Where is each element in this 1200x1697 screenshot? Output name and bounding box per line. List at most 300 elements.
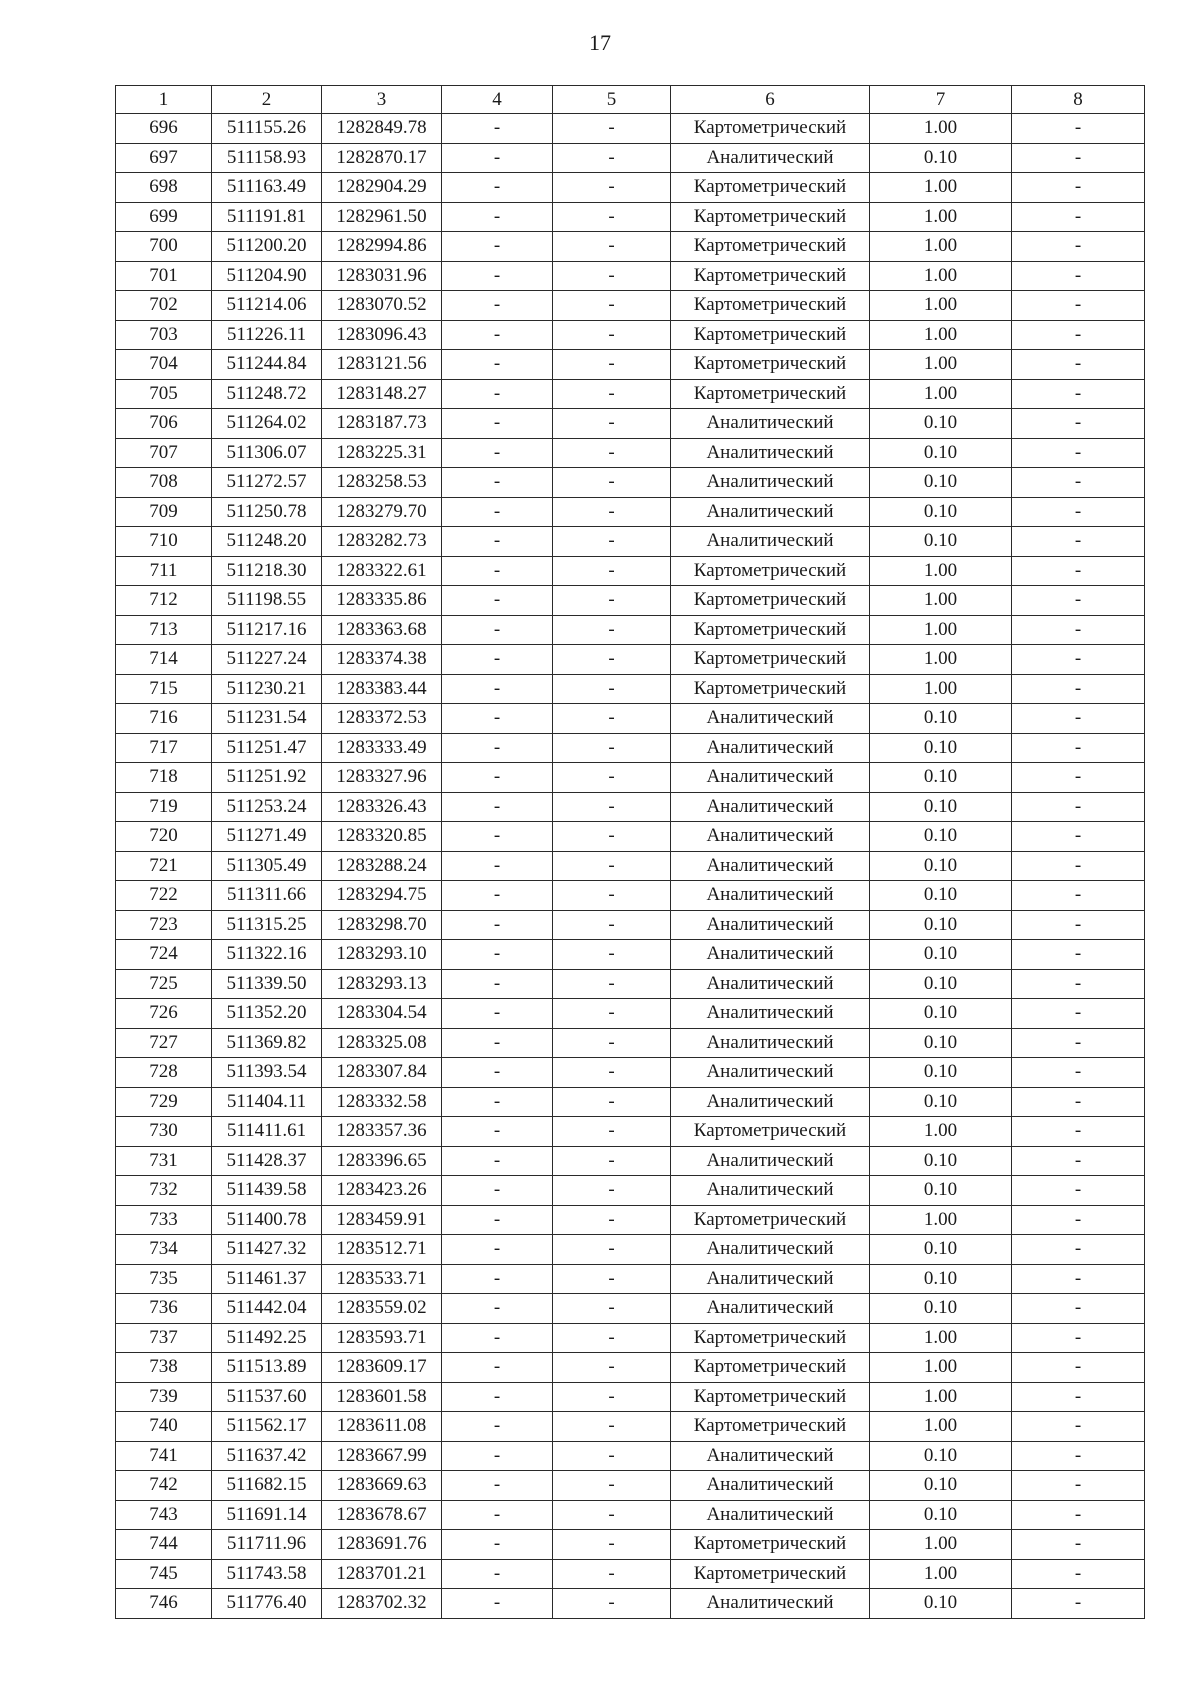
- accuracy-cell: 1.00: [870, 320, 1012, 350]
- y-coordinate-cell: 1283258.53: [322, 468, 442, 498]
- col5-cell: -: [553, 1087, 671, 1117]
- col5-cell: -: [553, 1235, 671, 1265]
- method-cell: Картометрический: [671, 674, 870, 704]
- col8-cell: -: [1012, 733, 1145, 763]
- col4-cell: -: [442, 792, 553, 822]
- method-cell: Аналитический: [671, 940, 870, 970]
- accuracy-cell: 0.10: [870, 143, 1012, 173]
- point-number-cell: 703: [116, 320, 212, 350]
- method-cell: Картометрический: [671, 586, 870, 616]
- x-coordinate-cell: 511315.25: [212, 910, 322, 940]
- table-row: [116, 733, 1145, 763]
- y-coordinate-cell: 1283335.86: [322, 586, 442, 616]
- method-cell: Аналитический: [671, 527, 870, 557]
- col5-cell: -: [553, 1058, 671, 1088]
- col4-cell: -: [442, 733, 553, 763]
- col5-cell: -: [553, 1500, 671, 1530]
- col5-cell: -: [553, 202, 671, 232]
- col8-cell: -: [1012, 704, 1145, 734]
- col8-cell: -: [1012, 1235, 1145, 1265]
- x-coordinate-cell: 511562.17: [212, 1412, 322, 1442]
- x-coordinate-cell: 511248.20: [212, 527, 322, 557]
- col8-cell: -: [1012, 1176, 1145, 1206]
- x-coordinate-cell: 511682.15: [212, 1471, 322, 1501]
- col5-cell: -: [553, 1353, 671, 1383]
- col5-cell: -: [553, 1559, 671, 1589]
- x-coordinate-cell: 511369.82: [212, 1028, 322, 1058]
- col8-cell: -: [1012, 851, 1145, 881]
- method-cell: Картометрический: [671, 232, 870, 262]
- point-number-cell: 741: [116, 1441, 212, 1471]
- x-coordinate-cell: 511158.93: [212, 143, 322, 173]
- accuracy-cell: 0.10: [870, 1028, 1012, 1058]
- col5-cell: -: [553, 379, 671, 409]
- method-cell: Картометрический: [671, 615, 870, 645]
- x-coordinate-cell: 511218.30: [212, 556, 322, 586]
- col4-cell: -: [442, 763, 553, 793]
- table-row: [116, 1530, 1145, 1560]
- col4-cell: -: [442, 822, 553, 852]
- y-coordinate-cell: 1283148.27: [322, 379, 442, 409]
- table-row: [116, 438, 1145, 468]
- method-cell: Картометрический: [671, 1117, 870, 1147]
- x-coordinate-cell: 511227.24: [212, 645, 322, 675]
- y-coordinate-cell: 1283396.65: [322, 1146, 442, 1176]
- point-number-cell: 717: [116, 733, 212, 763]
- col5-cell: -: [553, 1323, 671, 1353]
- x-coordinate-cell: 511411.61: [212, 1117, 322, 1147]
- y-coordinate-cell: 1283304.54: [322, 999, 442, 1029]
- col5-cell: -: [553, 999, 671, 1029]
- accuracy-cell: 0.10: [870, 704, 1012, 734]
- y-coordinate-cell: 1283669.63: [322, 1471, 442, 1501]
- x-coordinate-cell: 511250.78: [212, 497, 322, 527]
- col4-cell: -: [442, 851, 553, 881]
- method-cell: Картометрический: [671, 379, 870, 409]
- method-cell: Аналитический: [671, 822, 870, 852]
- y-coordinate-cell: 1283601.58: [322, 1382, 442, 1412]
- accuracy-cell: 0.10: [870, 1471, 1012, 1501]
- point-number-cell: 724: [116, 940, 212, 970]
- method-cell: Аналитический: [671, 409, 870, 439]
- table-row: [116, 586, 1145, 616]
- col4-cell: -: [442, 1028, 553, 1058]
- point-number-cell: 725: [116, 969, 212, 999]
- point-number-cell: 697: [116, 143, 212, 173]
- col8-cell: -: [1012, 1412, 1145, 1442]
- point-number-cell: 707: [116, 438, 212, 468]
- table-row: [116, 350, 1145, 380]
- y-coordinate-cell: 1283031.96: [322, 261, 442, 291]
- method-cell: Аналитический: [671, 792, 870, 822]
- col5-cell: -: [553, 881, 671, 911]
- column-header: 1: [116, 86, 212, 114]
- col8-cell: -: [1012, 1500, 1145, 1530]
- accuracy-cell: 0.10: [870, 969, 1012, 999]
- column-header: 7: [870, 86, 1012, 114]
- col8-cell: -: [1012, 822, 1145, 852]
- point-number-cell: 729: [116, 1087, 212, 1117]
- col4-cell: -: [442, 1530, 553, 1560]
- table-row: [116, 468, 1145, 498]
- x-coordinate-cell: 511461.37: [212, 1264, 322, 1294]
- accuracy-cell: 0.10: [870, 999, 1012, 1029]
- col4-cell: -: [442, 704, 553, 734]
- y-coordinate-cell: 1283320.85: [322, 822, 442, 852]
- table-row: [116, 1323, 1145, 1353]
- method-cell: Аналитический: [671, 910, 870, 940]
- method-cell: Аналитический: [671, 1441, 870, 1471]
- accuracy-cell: 1.00: [870, 674, 1012, 704]
- accuracy-cell: 1.00: [870, 379, 1012, 409]
- accuracy-cell: 1.00: [870, 1530, 1012, 1560]
- col8-cell: -: [1012, 999, 1145, 1029]
- x-coordinate-cell: 511251.47: [212, 733, 322, 763]
- x-coordinate-cell: 511322.16: [212, 940, 322, 970]
- column-header: 5: [553, 86, 671, 114]
- table-row: [116, 409, 1145, 439]
- col5-cell: -: [553, 1176, 671, 1206]
- col5-cell: -: [553, 350, 671, 380]
- col4-cell: -: [442, 1412, 553, 1442]
- accuracy-cell: 1.00: [870, 1353, 1012, 1383]
- table-row: [116, 1382, 1145, 1412]
- col5-cell: -: [553, 822, 671, 852]
- col5-cell: -: [553, 1589, 671, 1619]
- col4-cell: -: [442, 1500, 553, 1530]
- accuracy-cell: 0.10: [870, 763, 1012, 793]
- x-coordinate-cell: 511253.24: [212, 792, 322, 822]
- method-cell: Аналитический: [671, 1235, 870, 1265]
- table-row: [116, 556, 1145, 586]
- table-row: [116, 1353, 1145, 1383]
- y-coordinate-cell: 1283363.68: [322, 615, 442, 645]
- point-number-cell: 700: [116, 232, 212, 262]
- col5-cell: -: [553, 497, 671, 527]
- table-row: [116, 645, 1145, 675]
- point-number-cell: 737: [116, 1323, 212, 1353]
- col5-cell: -: [553, 291, 671, 321]
- accuracy-cell: 1.00: [870, 645, 1012, 675]
- x-coordinate-cell: 511439.58: [212, 1176, 322, 1206]
- table-row: [116, 822, 1145, 852]
- accuracy-cell: 0.10: [870, 733, 1012, 763]
- accuracy-cell: 0.10: [870, 1500, 1012, 1530]
- col4-cell: -: [442, 143, 553, 173]
- col4-cell: -: [442, 1471, 553, 1501]
- accuracy-cell: 1.00: [870, 1323, 1012, 1353]
- table-row: [116, 1500, 1145, 1530]
- col4-cell: -: [442, 1146, 553, 1176]
- point-number-cell: 721: [116, 851, 212, 881]
- col4-cell: -: [442, 910, 553, 940]
- y-coordinate-cell: 1283298.70: [322, 910, 442, 940]
- col5-cell: -: [553, 969, 671, 999]
- accuracy-cell: 1.00: [870, 114, 1012, 144]
- point-number-cell: 742: [116, 1471, 212, 1501]
- y-coordinate-cell: 1283333.49: [322, 733, 442, 763]
- point-number-cell: 728: [116, 1058, 212, 1088]
- col5-cell: -: [553, 527, 671, 557]
- x-coordinate-cell: 511163.49: [212, 173, 322, 203]
- x-coordinate-cell: 511404.11: [212, 1087, 322, 1117]
- col4-cell: -: [442, 1323, 553, 1353]
- point-number-cell: 734: [116, 1235, 212, 1265]
- col4-cell: -: [442, 527, 553, 557]
- x-coordinate-cell: 511231.54: [212, 704, 322, 734]
- col4-cell: -: [442, 202, 553, 232]
- table-row: [116, 1087, 1145, 1117]
- x-coordinate-cell: 511200.20: [212, 232, 322, 262]
- point-number-cell: 698: [116, 173, 212, 203]
- point-number-cell: 745: [116, 1559, 212, 1589]
- table-row: [116, 173, 1145, 203]
- accuracy-cell: 0.10: [870, 527, 1012, 557]
- accuracy-cell: 0.10: [870, 822, 1012, 852]
- col8-cell: -: [1012, 527, 1145, 557]
- col4-cell: -: [442, 645, 553, 675]
- col8-cell: -: [1012, 969, 1145, 999]
- point-number-cell: 730: [116, 1117, 212, 1147]
- y-coordinate-cell: 1283374.38: [322, 645, 442, 675]
- y-coordinate-cell: 1283332.58: [322, 1087, 442, 1117]
- col5-cell: -: [553, 704, 671, 734]
- x-coordinate-cell: 511244.84: [212, 350, 322, 380]
- col8-cell: -: [1012, 1264, 1145, 1294]
- accuracy-cell: 0.10: [870, 881, 1012, 911]
- table-row: [116, 202, 1145, 232]
- col8-cell: -: [1012, 114, 1145, 144]
- col5-cell: -: [553, 1471, 671, 1501]
- col4-cell: -: [442, 350, 553, 380]
- col8-cell: -: [1012, 1530, 1145, 1560]
- col8-cell: -: [1012, 1353, 1145, 1383]
- col5-cell: -: [553, 320, 671, 350]
- y-coordinate-cell: 1283512.71: [322, 1235, 442, 1265]
- y-coordinate-cell: 1283279.70: [322, 497, 442, 527]
- method-cell: Картометрический: [671, 202, 870, 232]
- table-row: [116, 969, 1145, 999]
- table-row: [116, 1146, 1145, 1176]
- col8-cell: -: [1012, 1294, 1145, 1324]
- x-coordinate-cell: 511271.49: [212, 822, 322, 852]
- table-row: [116, 497, 1145, 527]
- point-number-cell: 735: [116, 1264, 212, 1294]
- table-row: [116, 1412, 1145, 1442]
- table-row: [116, 792, 1145, 822]
- col8-cell: -: [1012, 645, 1145, 675]
- table-row: [116, 261, 1145, 291]
- col8-cell: -: [1012, 468, 1145, 498]
- y-coordinate-cell: 1283357.36: [322, 1117, 442, 1147]
- method-cell: Картометрический: [671, 173, 870, 203]
- table-body: [116, 114, 1145, 1619]
- x-coordinate-cell: 511251.92: [212, 763, 322, 793]
- col5-cell: -: [553, 1205, 671, 1235]
- col4-cell: -: [442, 438, 553, 468]
- x-coordinate-cell: 511711.96: [212, 1530, 322, 1560]
- col5-cell: -: [553, 261, 671, 291]
- point-number-cell: 739: [116, 1382, 212, 1412]
- column-header: 2: [212, 86, 322, 114]
- x-coordinate-cell: 511198.55: [212, 586, 322, 616]
- accuracy-cell: 1.00: [870, 173, 1012, 203]
- col4-cell: -: [442, 261, 553, 291]
- y-coordinate-cell: 1283423.26: [322, 1176, 442, 1206]
- method-cell: Аналитический: [671, 999, 870, 1029]
- col8-cell: -: [1012, 1058, 1145, 1088]
- method-cell: Аналитический: [671, 1471, 870, 1501]
- col4-cell: -: [442, 940, 553, 970]
- accuracy-cell: 1.00: [870, 1382, 1012, 1412]
- col4-cell: -: [442, 1294, 553, 1324]
- y-coordinate-cell: 1283225.31: [322, 438, 442, 468]
- point-number-cell: 740: [116, 1412, 212, 1442]
- accuracy-cell: 1.00: [870, 291, 1012, 321]
- col8-cell: -: [1012, 173, 1145, 203]
- col5-cell: -: [553, 586, 671, 616]
- point-number-cell: 716: [116, 704, 212, 734]
- point-number-cell: 727: [116, 1028, 212, 1058]
- col4-cell: -: [442, 1441, 553, 1471]
- col4-cell: -: [442, 1058, 553, 1088]
- col4-cell: -: [442, 1559, 553, 1589]
- accuracy-cell: 0.10: [870, 1235, 1012, 1265]
- table-row: [116, 1117, 1145, 1147]
- y-coordinate-cell: 1283678.67: [322, 1500, 442, 1530]
- table-row: [116, 1205, 1145, 1235]
- y-coordinate-cell: 1283327.96: [322, 763, 442, 793]
- col8-cell: -: [1012, 202, 1145, 232]
- point-number-cell: 715: [116, 674, 212, 704]
- accuracy-cell: 0.10: [870, 409, 1012, 439]
- method-cell: Аналитический: [671, 1264, 870, 1294]
- table-row: [116, 615, 1145, 645]
- col5-cell: -: [553, 1146, 671, 1176]
- accuracy-cell: 1.00: [870, 556, 1012, 586]
- col4-cell: -: [442, 615, 553, 645]
- x-coordinate-cell: 511776.40: [212, 1589, 322, 1619]
- accuracy-cell: 0.10: [870, 1146, 1012, 1176]
- method-cell: Картометрический: [671, 320, 870, 350]
- table-row: [116, 379, 1145, 409]
- point-number-cell: 723: [116, 910, 212, 940]
- col8-cell: -: [1012, 1471, 1145, 1501]
- x-coordinate-cell: 511306.07: [212, 438, 322, 468]
- x-coordinate-cell: 511352.20: [212, 999, 322, 1029]
- y-coordinate-cell: 1283533.71: [322, 1264, 442, 1294]
- accuracy-cell: 0.10: [870, 1441, 1012, 1471]
- method-cell: Картометрический: [671, 350, 870, 380]
- method-cell: Аналитический: [671, 1087, 870, 1117]
- coordinates-table: [115, 85, 1145, 1619]
- col5-cell: -: [553, 1382, 671, 1412]
- y-coordinate-cell: 1283282.73: [322, 527, 442, 557]
- method-cell: Аналитический: [671, 881, 870, 911]
- col5-cell: -: [553, 851, 671, 881]
- y-coordinate-cell: 1282994.86: [322, 232, 442, 262]
- y-coordinate-cell: 1283609.17: [322, 1353, 442, 1383]
- accuracy-cell: 1.00: [870, 1559, 1012, 1589]
- point-number-cell: 701: [116, 261, 212, 291]
- x-coordinate-cell: 511272.57: [212, 468, 322, 498]
- col8-cell: -: [1012, 143, 1145, 173]
- point-number-cell: 743: [116, 1500, 212, 1530]
- method-cell: Картометрический: [671, 1205, 870, 1235]
- x-coordinate-cell: 511230.21: [212, 674, 322, 704]
- y-coordinate-cell: 1283701.21: [322, 1559, 442, 1589]
- y-coordinate-cell: 1282904.29: [322, 173, 442, 203]
- x-coordinate-cell: 511214.06: [212, 291, 322, 321]
- table-row: [116, 1559, 1145, 1589]
- col4-cell: -: [442, 999, 553, 1029]
- method-cell: Картометрический: [671, 1353, 870, 1383]
- col4-cell: -: [442, 468, 553, 498]
- point-number-cell: 712: [116, 586, 212, 616]
- x-coordinate-cell: 511442.04: [212, 1294, 322, 1324]
- accuracy-cell: 0.10: [870, 851, 1012, 881]
- accuracy-cell: 1.00: [870, 615, 1012, 645]
- table-row: [116, 1471, 1145, 1501]
- col4-cell: -: [442, 320, 553, 350]
- y-coordinate-cell: 1282849.78: [322, 114, 442, 144]
- method-cell: Аналитический: [671, 763, 870, 793]
- x-coordinate-cell: 511264.02: [212, 409, 322, 439]
- col5-cell: -: [553, 173, 671, 203]
- col4-cell: -: [442, 586, 553, 616]
- col5-cell: -: [553, 1441, 671, 1471]
- table-row: [116, 1264, 1145, 1294]
- table-row: [116, 1028, 1145, 1058]
- col4-cell: -: [442, 969, 553, 999]
- point-number-cell: 713: [116, 615, 212, 645]
- col4-cell: -: [442, 173, 553, 203]
- col5-cell: -: [553, 1530, 671, 1560]
- table-row: [116, 1294, 1145, 1324]
- method-cell: Аналитический: [671, 1500, 870, 1530]
- x-coordinate-cell: 511311.66: [212, 881, 322, 911]
- x-coordinate-cell: 511400.78: [212, 1205, 322, 1235]
- point-number-cell: 704: [116, 350, 212, 380]
- col8-cell: -: [1012, 1382, 1145, 1412]
- col4-cell: -: [442, 1589, 553, 1619]
- col8-cell: -: [1012, 1323, 1145, 1353]
- x-coordinate-cell: 511513.89: [212, 1353, 322, 1383]
- y-coordinate-cell: 1283070.52: [322, 291, 442, 321]
- y-coordinate-cell: 1283383.44: [322, 674, 442, 704]
- y-coordinate-cell: 1283326.43: [322, 792, 442, 822]
- y-coordinate-cell: 1283559.02: [322, 1294, 442, 1324]
- accuracy-cell: 0.10: [870, 497, 1012, 527]
- accuracy-cell: 0.10: [870, 940, 1012, 970]
- col5-cell: -: [553, 733, 671, 763]
- point-number-cell: 719: [116, 792, 212, 822]
- accuracy-cell: 0.10: [870, 468, 1012, 498]
- accuracy-cell: 0.10: [870, 1176, 1012, 1206]
- col8-cell: -: [1012, 674, 1145, 704]
- column-header: 3: [322, 86, 442, 114]
- col4-cell: -: [442, 232, 553, 262]
- method-cell: Аналитический: [671, 1176, 870, 1206]
- col4-cell: -: [442, 1235, 553, 1265]
- x-coordinate-cell: 511226.11: [212, 320, 322, 350]
- table-row: [116, 704, 1145, 734]
- col5-cell: -: [553, 143, 671, 173]
- table-row: [116, 1441, 1145, 1471]
- x-coordinate-cell: 511217.16: [212, 615, 322, 645]
- table-row: [116, 851, 1145, 881]
- accuracy-cell: 0.10: [870, 1294, 1012, 1324]
